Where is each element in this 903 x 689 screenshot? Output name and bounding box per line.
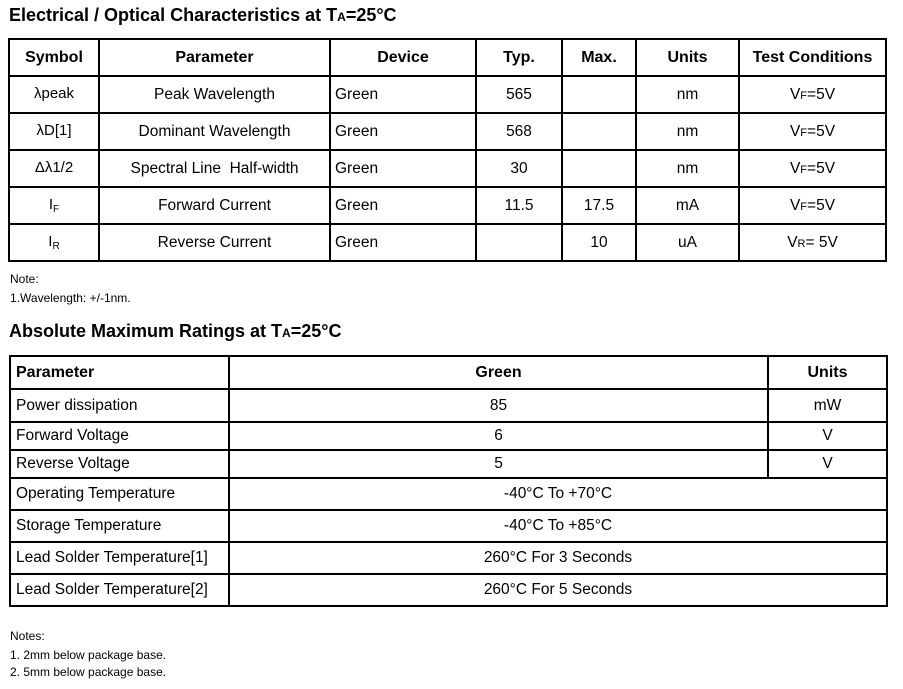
value-cell: 6 <box>229 422 768 450</box>
table-row <box>9 76 886 113</box>
condition-subscript: F <box>800 200 808 213</box>
title-subscript: A <box>282 326 291 340</box>
condition-subscript: F <box>800 126 808 139</box>
condition-text: V <box>787 233 798 251</box>
typ-cell <box>476 224 562 261</box>
symbol-subscript: F <box>53 204 60 215</box>
table-row <box>9 187 886 224</box>
condition-cell <box>739 224 886 261</box>
symbol-cell <box>9 150 99 187</box>
symbol-text: Δλ1/2 <box>34 159 74 176</box>
condition-cell <box>739 113 886 150</box>
device-cell: Green <box>330 113 476 150</box>
parameter-cell: Storage Temperature <box>10 510 229 542</box>
electrical-optical-title <box>9 5 397 26</box>
device-cell: Green <box>330 224 476 261</box>
table-row <box>10 510 887 542</box>
units-cell: nm <box>636 76 739 113</box>
header-parameter: Parameter <box>99 39 330 76</box>
table-header-row <box>9 39 886 76</box>
notes-label: Notes: <box>10 629 45 643</box>
header-units: Units <box>636 39 739 76</box>
header-typ: Typ. <box>476 39 562 76</box>
title-text: Absolute Maximum Ratings at T <box>9 321 283 341</box>
parameter-cell: Spectral Line Half-width <box>99 150 330 187</box>
parameter-cell: Forward Voltage <box>10 422 229 450</box>
condition-text: V <box>789 159 801 177</box>
value-cell: 85 <box>229 389 768 422</box>
condition-text: V <box>789 85 801 103</box>
condition-value: =5V <box>807 85 836 103</box>
condition-value: = 5V <box>805 233 838 251</box>
header-symbol: Symbol <box>9 39 99 76</box>
header-test-conditions: Test Conditions <box>739 39 886 76</box>
header-max: Max. <box>562 39 636 76</box>
units-cell: V <box>768 422 887 450</box>
parameter-cell: Lead Solder Temperature[1] <box>10 542 229 574</box>
max-cell <box>562 150 636 187</box>
value-cell: 260°C For 5 Seconds <box>229 574 887 606</box>
value-cell: 5 <box>229 450 768 478</box>
header-device: Device <box>330 39 476 76</box>
title-text-end: =25°C <box>290 321 342 341</box>
note-label: Note: <box>10 272 39 286</box>
value-cell: -40°C To +70°C <box>229 478 887 510</box>
typ-cell: 11.5 <box>476 187 562 224</box>
condition-value: =5V <box>807 122 836 140</box>
device-cell: Green <box>330 187 476 224</box>
table-header-row <box>10 356 887 389</box>
parameter-cell: Dominant Wavelength <box>99 113 330 150</box>
units-cell: nm <box>636 113 739 150</box>
title-subscript: A <box>337 10 346 24</box>
table-row <box>9 113 886 150</box>
table-row <box>10 389 887 422</box>
parameter-cell: Peak Wavelength <box>99 76 330 113</box>
title-text-end: =25°C <box>345 5 397 25</box>
value-cell: 260°C For 3 Seconds <box>229 542 887 574</box>
device-cell: Green <box>330 150 476 187</box>
units-cell: mW <box>768 389 887 422</box>
condition-cell <box>739 150 886 187</box>
condition-cell <box>739 187 886 224</box>
device-cell: Green <box>330 76 476 113</box>
electrical-optical-table <box>8 38 887 262</box>
table-row <box>10 542 887 574</box>
symbol-cell <box>9 113 99 150</box>
max-cell <box>562 113 636 150</box>
table-row <box>9 224 886 261</box>
typ-cell: 30 <box>476 150 562 187</box>
table-row <box>10 574 887 606</box>
condition-text: V <box>789 196 801 214</box>
max-cell: 17.5 <box>562 187 636 224</box>
parameter-cell: Operating Temperature <box>10 478 229 510</box>
max-cell <box>562 76 636 113</box>
table-row <box>9 150 886 187</box>
condition-subscript: F <box>800 89 808 102</box>
symbol-cell <box>9 224 99 261</box>
header-parameter: Parameter <box>10 356 229 389</box>
table-row <box>10 450 887 478</box>
symbol-text: I <box>48 196 54 213</box>
symbol-text: I <box>48 233 53 250</box>
condition-cell <box>739 76 886 113</box>
units-cell: mA <box>636 187 739 224</box>
symbol-text: λD[1] <box>36 122 72 139</box>
typ-cell: 565 <box>476 76 562 113</box>
note-2: 2. 5mm below package base. <box>10 665 167 679</box>
condition-value: =5V <box>807 159 836 177</box>
absolute-max-ratings-title <box>9 321 341 342</box>
condition-subscript: R <box>797 237 806 250</box>
symbol-subscript: R <box>52 241 60 252</box>
symbol-cell <box>9 76 99 113</box>
table-row <box>10 478 887 510</box>
typ-cell: 568 <box>476 113 562 150</box>
symbol-text: λpeak <box>33 85 75 102</box>
parameter-cell: Lead Solder Temperature[2] <box>10 574 229 606</box>
max-cell: 10 <box>562 224 636 261</box>
units-cell: uA <box>636 224 739 261</box>
symbol-cell <box>9 187 99 224</box>
parameter-cell: Reverse Current <box>99 224 330 261</box>
units-cell: nm <box>636 150 739 187</box>
title-text: Electrical / Optical Characteristics at T <box>9 5 338 25</box>
table-row <box>10 422 887 450</box>
parameter-cell: Power dissipation <box>10 389 229 422</box>
note-1: 1.Wavelength: +/-1nm. <box>10 291 131 305</box>
condition-value: =5V <box>807 196 836 214</box>
note-1: 1. 2mm below package base. <box>10 648 167 662</box>
condition-text: V <box>789 122 801 140</box>
absolute-max-ratings-table <box>9 355 888 607</box>
parameter-cell: Forward Current <box>99 187 330 224</box>
header-green: Green <box>229 356 768 389</box>
header-units: Units <box>768 356 887 389</box>
units-cell: V <box>768 450 887 478</box>
value-cell: -40°C To +85°C <box>229 510 887 542</box>
condition-subscript: F <box>800 163 808 176</box>
parameter-cell: Reverse Voltage <box>10 450 229 478</box>
